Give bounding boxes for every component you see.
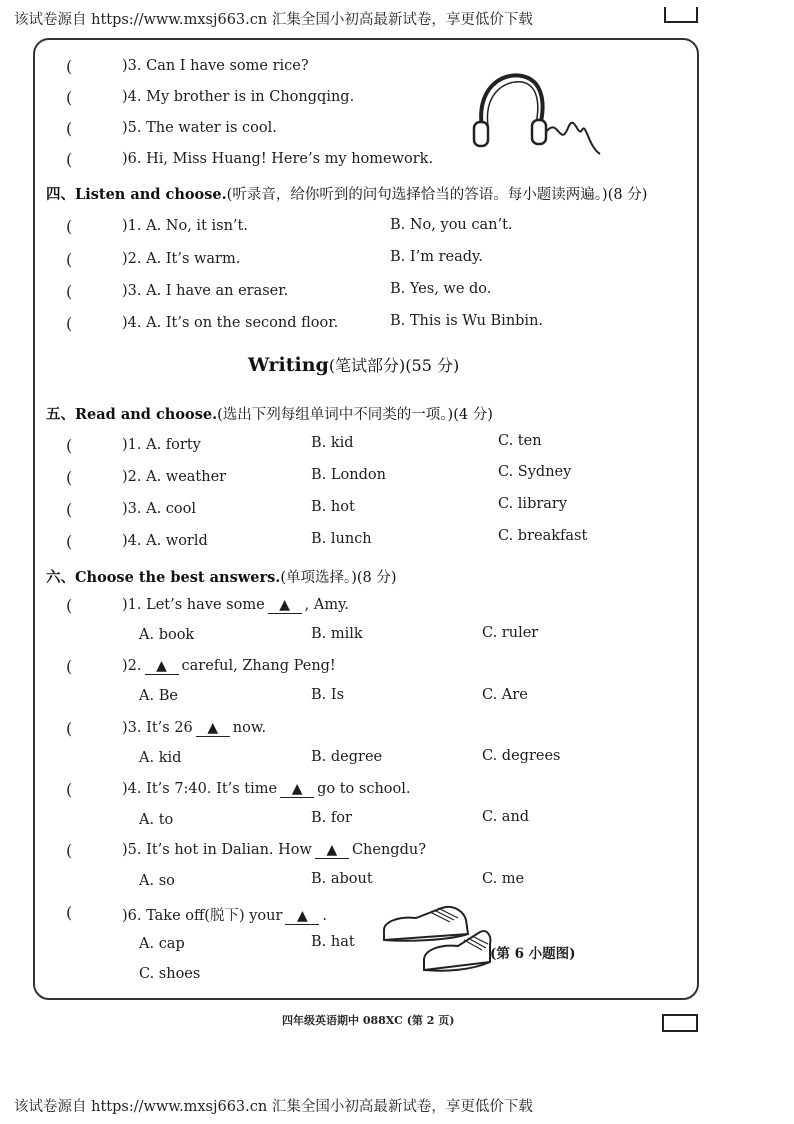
- stem-pre: )4. It’s 7:40. It’s time: [122, 781, 278, 797]
- option-c: C. Sydney: [498, 464, 572, 480]
- option-c: C. breakfast: [498, 528, 588, 544]
- stem-pre: )5. It’s hot in Dalian. How: [122, 842, 312, 858]
- option-a: )1. A. forty: [122, 437, 201, 453]
- answer-blank[interactable]: ▲: [145, 659, 179, 675]
- option-b: B. This is Wu Binbin.: [390, 313, 544, 329]
- option-c: C. ten: [498, 433, 542, 449]
- stem-pre: )3. It’s 26: [122, 720, 193, 736]
- writing-title: [248, 353, 459, 376]
- option-a: A. kid: [139, 750, 182, 766]
- answer-blank[interactable]: ▲: [268, 598, 302, 614]
- section6-note: (单项选择。)(8 分): [280, 570, 397, 586]
- answer-paren: (: [66, 841, 73, 860]
- option-b: B. London: [311, 467, 386, 483]
- answer-paren: (: [66, 57, 73, 76]
- question-stem: [122, 658, 336, 675]
- stem-post: .: [322, 908, 328, 924]
- stem-pre: )2.: [122, 658, 142, 674]
- option-b: B. milk: [311, 626, 363, 642]
- option-b: B. Yes, we do.: [390, 281, 492, 297]
- option-c: C. degrees: [482, 748, 561, 764]
- option-c: C. shoes: [139, 966, 201, 982]
- answer-blank[interactable]: ▲: [315, 843, 349, 859]
- option-a: )2. A. weather: [122, 469, 227, 485]
- option-a: )3. A. cool: [122, 501, 197, 517]
- answer-paren: (: [66, 314, 73, 333]
- watermark-bottom: 该试卷源自 https://www.mxsj663.cn 汇集全国小初高最新试卷，享更低价下载: [14, 1099, 533, 1115]
- section4-note: (听录音，给你听到的问句选择恰当的答语。每小题读两遍。)(8 分): [226, 187, 648, 203]
- answer-blank[interactable]: ▲: [196, 721, 230, 737]
- answer-paren: (: [66, 596, 73, 615]
- option-a: )4. A. world: [122, 533, 208, 549]
- option-b: B. degree: [311, 749, 383, 765]
- option-a: A. book: [139, 627, 195, 643]
- question-stem: [122, 720, 266, 737]
- shoes-illustration: [380, 900, 492, 980]
- writing-title-main: Writing: [248, 354, 329, 376]
- stem-post: Chengdu?: [351, 842, 426, 858]
- answer-paren: (: [66, 119, 73, 138]
- option-a: A. so: [139, 873, 175, 889]
- answer-paren: (: [66, 657, 73, 676]
- stem-post: , Amy.: [304, 597, 349, 613]
- option-c: C. Are: [482, 687, 528, 703]
- question-stem: [122, 842, 426, 859]
- section5-title: 五、Read and choose.: [46, 406, 218, 423]
- option-c: C. library: [498, 496, 568, 512]
- answer-blank[interactable]: ▲: [285, 909, 319, 925]
- option-b: B. for: [311, 810, 352, 826]
- option-b: B. Is: [311, 687, 345, 703]
- answer-paren: (: [66, 250, 73, 269]
- section6-title: 六、Choose the best answers.: [46, 569, 281, 586]
- stem-post: careful, Zhang Peng!: [181, 658, 336, 674]
- answer-paren: (: [66, 500, 73, 519]
- option-b: B. hat: [311, 934, 355, 950]
- question-text: )5. The water is cool.: [122, 120, 277, 136]
- option-b: B. kid: [311, 435, 354, 451]
- option-a: )1. A. No, it isn’t.: [122, 218, 248, 234]
- option-c: C. me: [482, 871, 525, 887]
- stem-pre: )1. Let’s have some: [122, 597, 265, 613]
- corner-box-bottom: [662, 1014, 698, 1032]
- answer-paren: (: [66, 436, 73, 455]
- section5-note: (选出下列每组单词中不同类的一项。)(4 分): [217, 407, 493, 423]
- option-a: )2. A. It’s warm.: [122, 251, 241, 267]
- question-stem: [122, 597, 349, 614]
- option-b: B. about: [311, 871, 373, 887]
- answer-paren: (: [66, 150, 73, 169]
- answer-paren: (: [66, 217, 73, 236]
- stem-pre: )6. Take off(脱下) your: [122, 908, 283, 924]
- answer-paren: (: [66, 903, 73, 922]
- option-c: C. ruler: [482, 625, 539, 641]
- section4-heading: [46, 183, 647, 204]
- option-b: B. No, you can’t.: [390, 217, 513, 233]
- section4-title: 四、Listen and choose.: [46, 186, 227, 203]
- question-text: )4. My brother is in Chongqing.: [122, 89, 355, 105]
- question-text: )6. Hi, Miss Huang! Here’s my homework.: [122, 151, 434, 167]
- shoes-caption: (第 6 小题图): [490, 946, 576, 962]
- question-text: )3. Can I have some rice?: [122, 58, 309, 74]
- option-b: B. I’m ready.: [390, 249, 483, 265]
- option-a: A. cap: [139, 936, 185, 952]
- headphones-illustration: [462, 68, 602, 160]
- page-footer: 四年级英语期中 088XC (第 2 页): [282, 1014, 455, 1027]
- option-b: B. hot: [311, 499, 355, 515]
- answer-paren: (: [66, 468, 73, 487]
- option-a: A. Be: [139, 688, 178, 704]
- option-a: )4. A. It’s on the second floor.: [122, 315, 339, 331]
- answer-paren: (: [66, 282, 73, 301]
- stem-post: now.: [232, 720, 267, 736]
- option-a: )3. A. I have an eraser.: [122, 283, 289, 299]
- answer-paren: (: [66, 780, 73, 799]
- answer-paren: (: [66, 532, 73, 551]
- question-stem: [122, 781, 411, 798]
- option-c: C. and: [482, 809, 530, 825]
- section5-heading: [46, 403, 493, 424]
- option-b: B. lunch: [311, 531, 372, 547]
- question-stem: [122, 904, 327, 925]
- section6-heading: [46, 566, 397, 587]
- answer-paren: (: [66, 88, 73, 107]
- stem-post: go to school.: [317, 781, 411, 797]
- writing-title-rest: (笔试部分)(55 分): [328, 356, 460, 375]
- corner-box-top: [664, 7, 698, 23]
- option-a: A. to: [139, 812, 174, 828]
- answer-paren: (: [66, 719, 73, 738]
- watermark-top: 该试卷源自 https://www.mxsj663.cn 汇集全国小初高最新试卷，享更低价下载: [14, 12, 533, 28]
- answer-blank[interactable]: ▲: [280, 782, 314, 798]
